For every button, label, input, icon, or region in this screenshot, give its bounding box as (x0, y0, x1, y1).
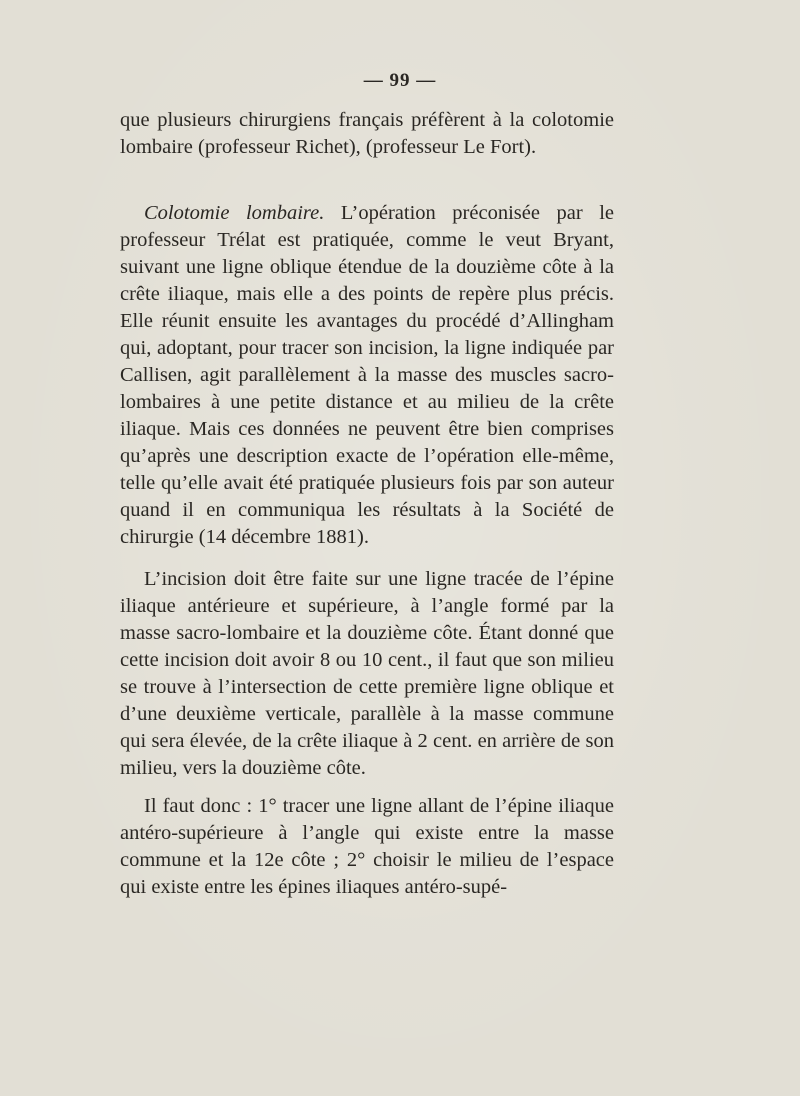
paragraph-colotomie-lombaire (120, 200, 614, 551)
paragraph-text (120, 200, 614, 551)
paragraph-text: Il faut donc : 1° tracer une ligne allant de l’épine iliaque antéro-supérieure à l’angle qui existe entre la masse commune et la 12e côte ; 2° choisir le milieu de l’espace qui existe entre les épines iliaques antéro-supé- (120, 795, 614, 898)
section-heading: Colotomie lombaire. (144, 202, 325, 224)
page-number: — 99 — (363, 70, 437, 91)
paragraph-text: L’incision doit être faite sur une ligne tracée de l’épine iliaque antérieure et supérieure, à l’angle formé par la masse sacro-lombaire et la douzième côte. Étant donné que cette incision doit avoir 8 ou 10 cent., il faut que son milieu se trouve à l’intersection de cette première ligne oblique et d’une deuxième verticale, parallèle à la masse commune qui sera élevée, de la crête iliaque à 2 cent. en arrière de son milieu, vers la douzième côte. (120, 568, 614, 779)
paragraph-continuation (120, 107, 614, 161)
paragraph-procedure (120, 793, 614, 901)
paragraph-text: que plusieurs chirurgiens français préfèrent à la colotomie lombaire (professeur Richet), (professeur Le Fort). (120, 109, 614, 158)
paragraph-body: L’opération préconisée par le professeur Trélat est pratiquée, comme le veut Bryant, suivant une ligne oblique étendue de la douzième côte à la crête iliaque, mais elle a des points de repère plus précis. Elle réunit ensuite les avantages du procédé d’Allingham qui, adoptant, pour tracer son incision, la ligne indiquée par Callisen, agit parallèlement à la masse des muscles sacro-lombaires à une petite distance et au milieu de la crête iliaque. Mais ces données ne peuvent être bien comprises qu’après une description exacte de l’opération elle-même, telle qu’elle avait été pratiquée plusieurs fois par son auteur quand il en communiqua les résultats à la Société de chirurgie (14 décembre 1881). (120, 202, 614, 548)
paragraph-incision (120, 566, 614, 782)
